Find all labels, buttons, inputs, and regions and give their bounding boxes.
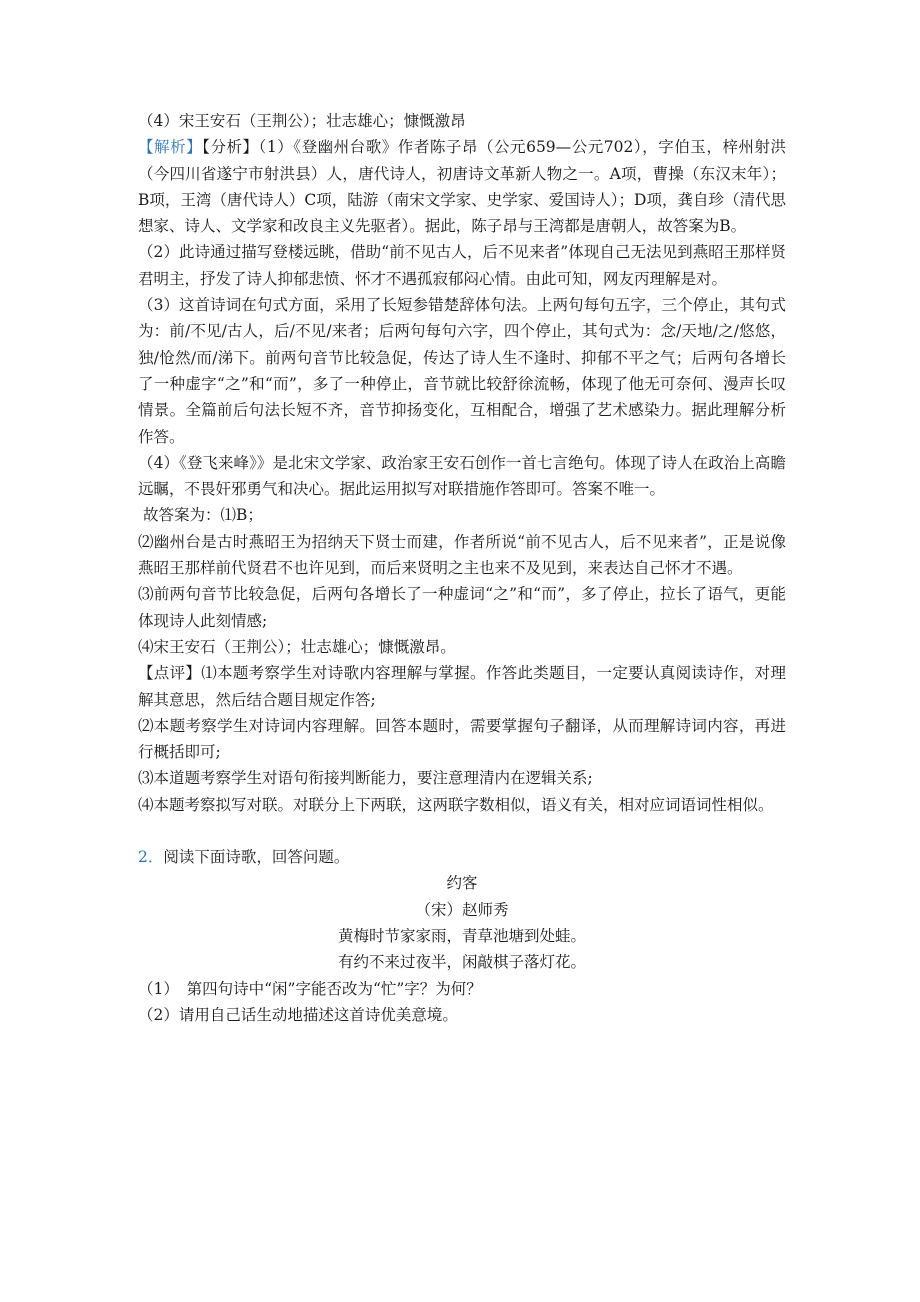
poem-line-1: 黄梅时节家家雨，青草池塘到处蛙。 <box>337 926 586 945</box>
document-page <box>138 108 786 1028</box>
sub-question-1: （1） 第四句诗中“闲”字能否改为“忙”字？为何？ <box>138 979 482 998</box>
comment-paragraph-3: ⑶本道题考察学生对语句衔接判断能力，要注意理清内在逻辑关系; <box>138 769 593 788</box>
poem-line-2: 有约不来过夜半，闲敲棋子落灯花。 <box>337 953 586 972</box>
comment-paragraph-2: ⑵本题考察学生对诗词内容理解。回答本题时，需要掌握句子翻译，从而理解诗词内容，再进行概括即可; <box>138 716 786 762</box>
answer-item-4: （4）宋王安石（王荆公）；壮志雄心；慷慨激昂 <box>138 112 466 130</box>
answer-summary: 故答案为：⑴B； <box>138 506 263 525</box>
question-number: 2． <box>138 848 164 867</box>
analysis-paragraph-2: （2）此诗通过描写登楼远眺，借助“前不见古人，后不见来者”体现自己无法见到燕昭王那样贤君明主，抒发了诗人抑郁悲愤、怀才不遇孤寂郁闷心情。由此可知，网友丙理解是对。 <box>138 243 786 288</box>
analysis-label: 【解析】 <box>138 138 203 157</box>
analysis-paragraph-1 <box>138 134 786 239</box>
poem-title: 约客 <box>446 874 478 893</box>
answer-paragraph-3: ⑶前两句音节比较急促，后两句各增长了一种虚词“之”和“而”，多了停止，拉长了语气，更能体现诗人此刻情感; <box>138 585 786 630</box>
answer-paragraph-2: ⑵幽州台是古时燕昭王为招纳天下贤士而建，作者所说“前不见古人，后不见来者”，正是说像燕昭王那样前代贤君不也许见到，而后来贤明之主也来不及见到，来表达自己怀才不遇。 <box>138 532 786 578</box>
analysis-text-1: 【分析】（1）《登幽州台歌》作者陈子昂（公元659—公元702），字伯玉，梓州射洪（今四川省遂宁市射洪县）人，唐代诗人，初唐诗文革新人物之一。A项，曹操（东汉末年）；B项，王湾（唐代诗人）C项，陆游（南宋文学家、史学家、爱国诗人）；D项，龚自珍（清代思想家、诗人、文学家和改良主义先驱者）。据此，陈子昂与王湾都是唐朝人，故答案为B。 <box>138 138 786 236</box>
answer-paragraph-4: ⑷宋王安石（王荆公）；壮志雄心；慷慨激昂。 <box>138 637 456 656</box>
question-2-text: 阅读下面诗歌，回答问题。 <box>163 848 350 867</box>
sub-question-2: （2）请用自己话生动地描述这首诗优美意境。 <box>138 1005 458 1024</box>
comment-paragraph-1: 【点评】⑴本题考察学生对诗歌内容理解与掌握。作答此类题目，一定要认真阅读诗作，对理解其意思，然后结合题目规定作答; <box>138 664 786 709</box>
analysis-paragraph-4: （4）《登飞来峰》》是北宋文学家、政治家王安石创作一首七言绝句。体现了诗人在政治上高瞻远瞩，不畏奸邪勇气和决心。据此运用拟写对联措施作答即可。答案不唯一。 <box>138 453 786 499</box>
question-2-prompt <box>138 844 786 870</box>
section-gap <box>138 818 786 844</box>
comment-paragraph-4: ⑷本题考察拟写对联。对联分上下两联，这两联字数相似，语义有关，相对应词语词性相似。 <box>138 795 774 814</box>
analysis-paragraph-3: （3）这首诗词在句式方面，采用了长短参错楚辞体句法。上两句每句五字，三个停止，其句式为：前/不见/古人，后/不见/来者；后两句每句六字，四个停止，其句式为：念/天地/之/悠悠，独/怆然/而/涕下。前两句音节比较急促，传达了诗人生不逢时、抑郁不平之气；后两句各增长了一种虚字“之”和“而”，多了一种停止，音节就比较舒徐流畅，体现了他无可奈何、漫声长叹情景。全篇前后句法长短不齐，音节抑扬变化，互相配合，增强了艺术感染力。据此理解分析作答。 <box>138 296 786 446</box>
poem-author: （宋）赵师秀 <box>415 900 509 919</box>
